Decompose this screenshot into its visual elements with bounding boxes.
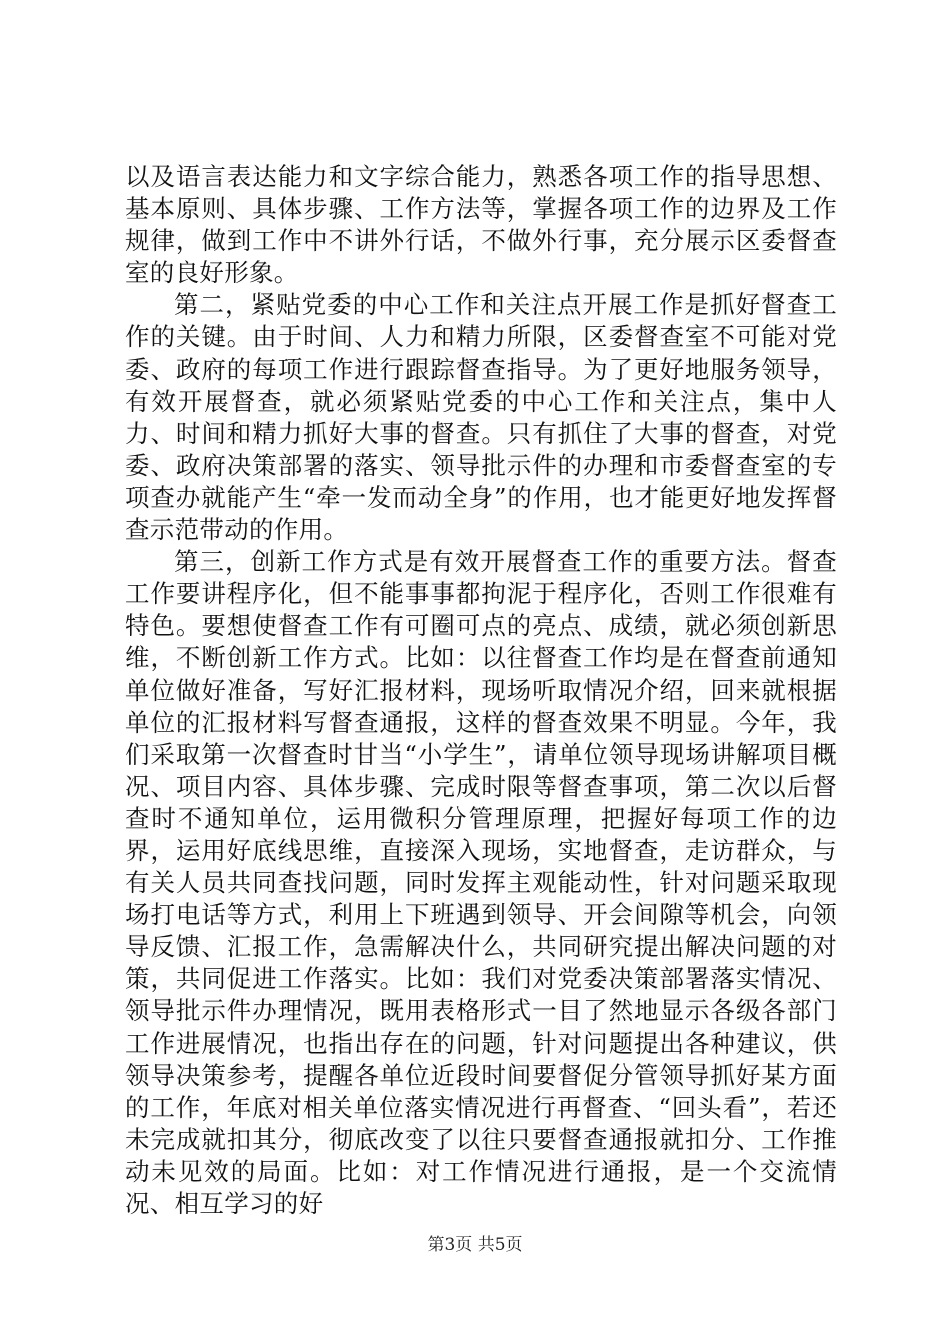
paragraph-3: 第三，创新工作方式是有效开展督查工作的重要方法。督查工作要讲程序化，但不能事事都拘泥于程序化，否则工作很难有特色。要想使督查工作有可圈可点的亮点、成绩，就必须创新思维，不断创新工作方式。比如：以往督查工作均是在督查前通知单位做好准备，写好汇报材料，现场听取情况介绍，回来就根据单位的汇报材料写督查通报，这样的督查效果不明显。今年，我们采取第一次督查时甘当“小学生”，请单位领导现场讲解项目概况、项目内容、具体步骤、完成时限等督查事项，第二次以后督查时不通知单位，运用微积分管理原理，把握好每项工作的边界，运用好底线思维，直接深入现场，实地督查，走访群众，与有关人员共同查找问题，同时发挥主观能动性，针对问题采取现场打电话等方式，利用上下班遇到领导、开会间隙等机会，向领导反馈、汇报工作，急需解决什么，共同研究提出解决问题的对策，共同促进工作落实。比如：我们对党委决策部署落实情况、领导批示件办理情况，既用表格形式一目了然地显示各级各部门工作进展情况，也指出存在的问题，针对问题提出各种建议，供领导决策参考，提醒各单位近段时间要督促分管领导抓好某方面的工作，年底对相关单位落实情况进行再督查、“回头看”，若还未完成就扣其分，彻底改变了以往只要督查通报就扣分、工作推动未见效的局面。比如：对工作情况进行通报，是一个交流情况、相互学习的好 — [125, 547, 837, 1218]
paragraph-1: 以及语言表达能力和文字综合能力，熟悉各项工作的指导思想、基本原则、具体步骤、工作方法等，掌握各项工作的边界及工作规律，做到工作中不讲外行话，不做外行事，充分展示区委督查室的良好形象。 — [125, 162, 837, 288]
document-body — [125, 161, 837, 1220]
paragraph-2: 第二，紧贴党委的中心工作和关注点开展工作是抓好督查工作的关键。由于时间、人力和精力所限，区委督查室不可能对党委、政府的每项工作进行跟踪督查指导。为了更好地服务领导，有效开展督查，就必须紧贴党委的中心工作和关注点，集中人力、时间和精力抓好大事的督查。只有抓住了大事的督查，对党委、政府决策部署的落实、领导批示件的办理和市委督查室的专项查办就能产生“牵一发而动全身”的作用，也才能更好地发挥督查示范带动的作用。 — [125, 290, 837, 545]
page-number-footer: 第3页 共5页 — [427, 1235, 523, 1255]
